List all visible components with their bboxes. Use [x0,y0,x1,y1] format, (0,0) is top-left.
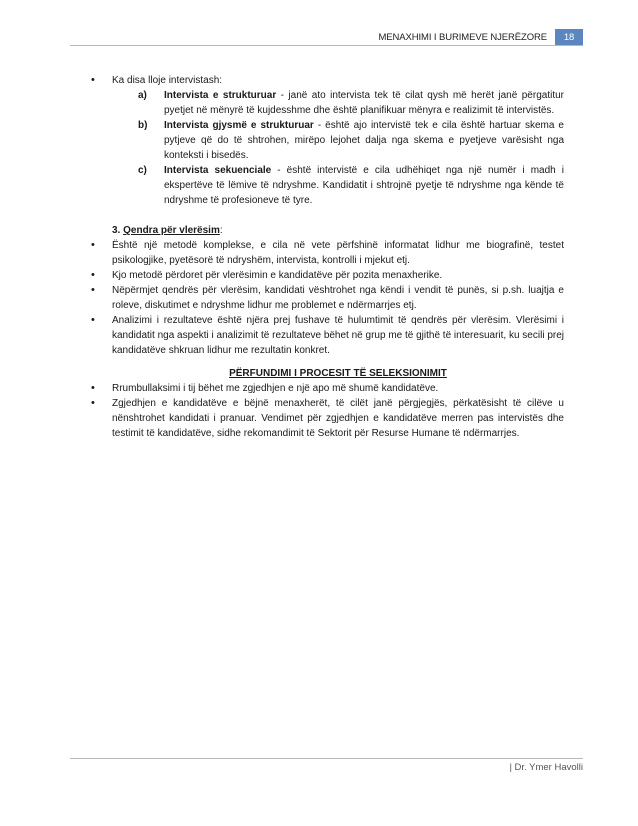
item-label: b) [138,120,148,131]
page-number-badge: 18 [555,29,583,45]
item-term: Intervista sekuenciale [164,165,272,176]
footer-divider [70,758,583,759]
interview-types-list [112,88,564,208]
page-body [92,73,564,441]
item-label: c) [138,165,147,176]
item-term: Intervista gjysmë e strukturuar [164,120,314,131]
running-title: MENAXHIMI I BURIMEVE NJERËZORE [378,31,547,43]
footer-author: | Dr. Ymer Havolli [509,762,583,773]
section-title: Qendra për vlerësim [123,225,220,236]
conclusion-heading: PËRFUNDIMI I PROCESIT TË SELEKSIONIMIT [229,368,447,379]
item-text: - është intervistë e cila udhëhiqet nga një numër i madh i ekspertëve të lëmive të ndryshme. Kandidatit i shtrojnë pyetje të ndryshme nga kënde të ndryshme të profesioneve të tyre. [164,165,564,206]
item-text: - është ajo intervistë tek e cila është hartuar skema e pytjeve që do të shtrohen, mirëpo lejohet dalja nga skema e pyetjeve varësisht nga konteksti i bisedës. [164,120,564,161]
section-heading [92,223,564,238]
list-item: • Analizimi i rezultateve është njëra prej fushave të hulumtimit të qendrës për vlerësim. Vlerësimi i kandidatit nga aspekti i analizimit të rezultateve bëhet në grup me të gjithë të interesuarit, ku secili prej kandidatëve shkruan lidhur me rezultatin konkret. [92,313,564,358]
item-label: a) [138,90,147,101]
list-item: • Nëpërmjet qendrës për vlerësim, kandidati vështrohet nga këndi i vendit të punës, si p.sh. luajtja e roleve, diskutimet e ndryshme lidhur me problemet e ndërmarrjes etj. [92,283,564,313]
list-item: • Është një metodë komplekse, e cila në vete përfshinë informatat lidhur me biografinë, testet psikologjike, pyetësorë të ndryshëm, intervista, kontrolli i mjekut etj. [92,238,564,268]
list-item: • Kjo metodë përdoret për vlerësimin e kandidatëve për pozita menaxherike. [92,268,564,283]
page-header [378,29,583,45]
header-divider [70,45,583,46]
intro-text: Ka disa lloje intervistash: [112,75,223,86]
interview-type-item [112,163,564,208]
list-item: • Zgjedhjen e kandidatëve e bëjnë menaxherët, të cilët janë përgjegjës, përkatësisht të cilëve u nënshtrohet kandidati i pranuar. Vendimet për zgjedhjen e kandidatëve merren pas intervistës dhe testimit të kandidatëve, sidhe rekomandimit të Sektorit për Resurse Humane të ndërmarrjes. [92,396,564,441]
section-number: 3. [112,225,124,236]
section-colon: : [219,225,223,236]
list-item: • Rrumbullaksimi i tij bëhet me zgjedhjen e një apo më shumë kandidatëve. [92,381,564,396]
interview-type-item [112,88,564,118]
item-text: - janë ato intervista tek të cilat qysh më herët janë përgatitur pyetjet në mënyrë të kujdesshme dhe është planifikuar mënyra e realizimit të intervistës. [164,90,564,116]
interview-type-item [112,118,564,163]
item-term: Intervista e strukturuar [164,90,277,101]
list-item [92,73,564,208]
